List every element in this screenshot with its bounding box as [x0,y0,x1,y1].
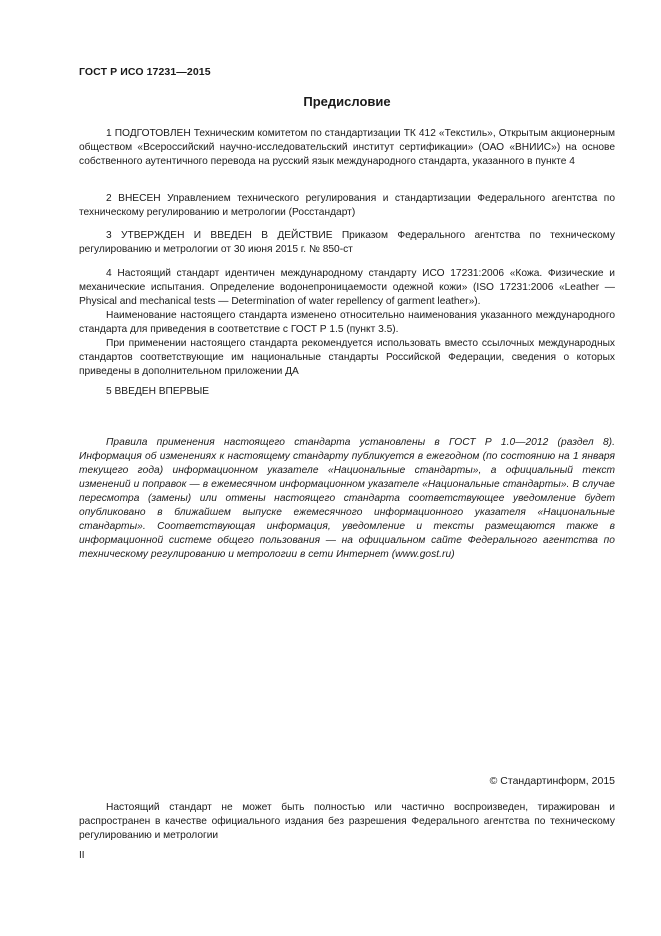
copyright-line: © Стандартинформ, 2015 [489,775,615,787]
section-3-text: 3 УТВЕРЖДЕН И ВВЕДЕН В ДЕЙСТВИЕ Приказом Федерального агентства по техническому регулированию и метрологии от 30 июня 2015 г. № 850-ст [79,230,615,255]
section-5-text: 5 ВВЕДЕН ВПЕРВЫЕ [106,386,210,397]
section-2-text: 2 ВНЕСЕН Управлением технического регулирования и стандартизации Федерального агентства по техническому регулированию и метрологии (Росстандарт) [79,193,615,218]
reproduction-notice [79,801,615,843]
section-4 [79,267,615,379]
section-2 [79,192,615,220]
section-4-references: При применении настоящего стандарта рекомендуется использовать вместо ссылочных международных стандартов соответствующие им национальные стандарты Российской Федерации, сведения о которых приведены в дополнительном приложении ДА [79,338,615,377]
section-5 [79,385,615,399]
application-rules-notice [79,436,615,562]
standard-code-header: ГОСТ Р ИСО 17231—2015 [79,66,211,78]
notice-text: Правила применения настоящего стандарта установлены в ГОСТ Р 1.0—2012 (раздел 8). Информация об изменениях к настоящему стандарту публикуется в ежегодном (по состоянию на 1 января текущего года) информационном указателе «Национальные стандарты», а официальный текст изменений и поправок — в ежемесячном информационном указателе «Национальные стандарты». В случае пересмотра (замены) или отмены настоящего стандарта соответствующее уведомление будет опубликовано в ближайшем выпуске ежемесячного информационного указателя «Национальные стандарты». Соответствующая информация, уведомление и тексты размещаются также в информационной системе общего пользования — на официальном сайте Федерального агентства по техническому регулированию и метрологии в сети Интернет (www.gost.ru) [79,437,615,560]
section-4-name-change: Наименование настоящего стандарта изменено относительно наименования указанного международного стандарта для приведения в соответствие с ГОСТ Р 1.5 (пункт 3.5). [79,310,615,335]
reproduction-notice-text: Настоящий стандарт не может быть полностью или частично воспроизведен, тиражирован и распространен в качестве официального издания без разрешения Федерального агентства по техническому регулированию и метрологии [79,802,615,841]
section-1 [79,127,615,169]
section-1-text: 1 ПОДГОТОВЛЕН Техническим комитетом по стандартизации ТК 412 «Текстиль», Открытым акционерным обществом «Всероссийский научно-исследовательский институт сертификации» (ОАО «ВНИИС») на основе собственного аутентичного перевода на русский язык международного стандарта, указанного в пункте 4 [79,128,615,167]
section-3 [79,229,615,257]
page-title: Предисловие [303,94,391,109]
section-4-text: 4 Настоящий стандарт идентичен международному стандарту ИСО 17231:2006 «Кожа. Физические и механические испытания. Определение водонепроницаемости одежной кожи» (ISO 17231:2006 «Leather — Physical and mechanical tests — Determination of water repellency of garment leather»). [79,268,615,307]
page-number: II [79,850,85,861]
